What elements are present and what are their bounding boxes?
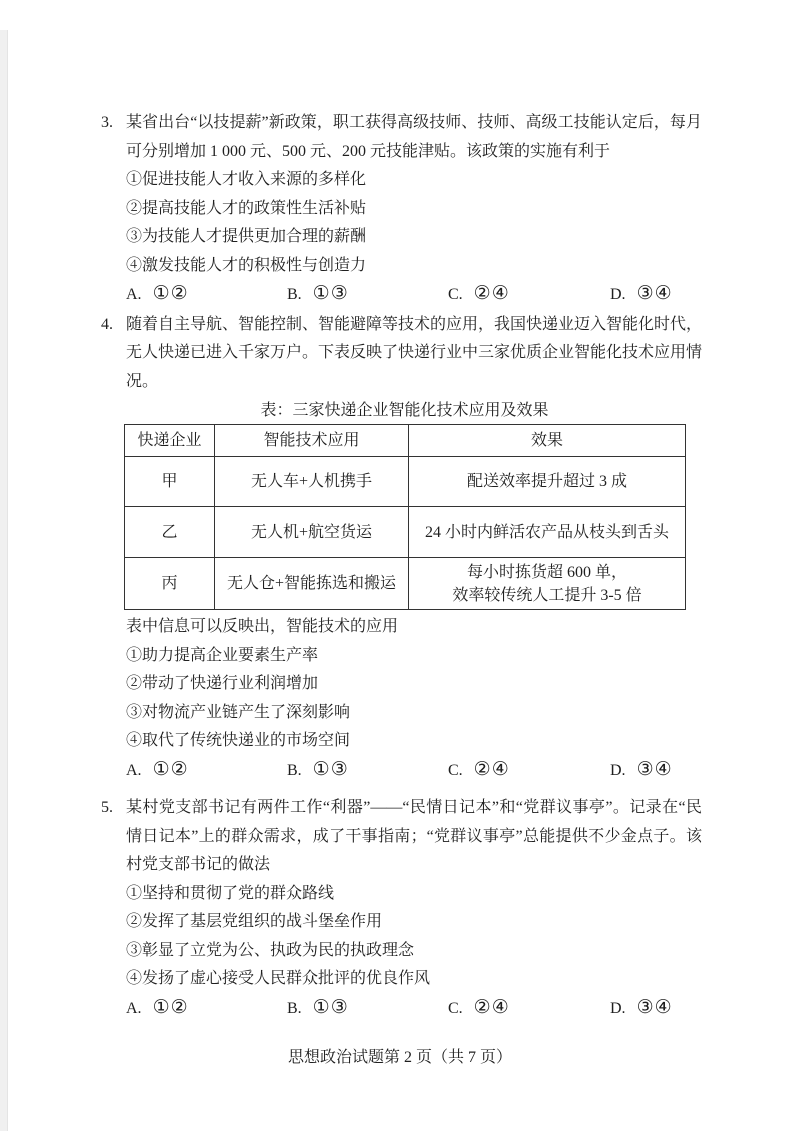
question-4-statement-4: ④取代了传统快递业的市场空间 <box>126 732 351 749</box>
question-5-stem: 某村党支部书记有两件工作“利器”——“民情日记本”和“党群议事亭”。记录在“民情日记本”上的群众需求，成了干事指南；“党群议事亭”总能提供不少金点子。该村党支部书记的做法 <box>126 799 702 873</box>
question-5-statement-1: ①坚持和贯彻了党的群众路线 <box>126 884 335 902</box>
cell-tech: 无人机+航空货运 <box>215 507 409 558</box>
choice-letter: A. <box>126 286 142 303</box>
cell-effect <box>409 558 686 610</box>
question-4-stem: 随着自主导航、智能控制、智能避障等技术的应用，我国快递业迈入智能化时代，无人快递已进入千家万户。下表反映了快递行业中三家优质企业智能化技术应用情况。 <box>126 315 703 390</box>
cell-tech: 无人车+人机携手 <box>215 457 409 507</box>
choice-d <box>610 994 673 1024</box>
choice-letter: B. <box>287 761 302 779</box>
page-footer: 思想政治试题第 2 页（共 7 页） <box>287 1049 512 1066</box>
cell-effect: 24 小时内鲜活农产品从枝头到舌头 <box>409 507 686 558</box>
choice-c <box>448 280 510 310</box>
choice-value: ③④ <box>636 758 673 780</box>
table-row <box>125 507 686 558</box>
question-5-statement-4: ④发扬了虚心接受人民群众批评的优良作风 <box>126 970 431 987</box>
choice-letter: D. <box>610 999 626 1017</box>
question-3 <box>101 109 702 309</box>
choice-letter: D. <box>610 761 626 779</box>
choice-letter: C. <box>448 999 463 1017</box>
choice-a <box>126 756 189 786</box>
choice-value: ①② <box>152 996 189 1018</box>
question-3-number: 3. <box>101 114 113 131</box>
choice-b <box>287 280 349 310</box>
choice-value: ①③ <box>312 758 349 780</box>
choice-value: ③④ <box>636 283 673 304</box>
choice-a <box>126 994 189 1024</box>
question-5 <box>101 794 702 1022</box>
cell-effect: 配送效率提升超过 3 成 <box>409 457 686 507</box>
question-4-statement-2: ②带动了快递行业利润增加 <box>126 675 319 692</box>
cell-company: 丙 <box>125 558 215 610</box>
question-4-number: 4. <box>101 315 113 333</box>
choice-value: ①③ <box>312 996 349 1018</box>
choice-value: ①② <box>152 283 189 304</box>
question-4-statement-3: ③对物流产业链产生了深刻影响 <box>126 703 351 721</box>
question-3-choices <box>126 280 702 309</box>
choice-b <box>287 756 349 786</box>
choice-c <box>448 994 510 1024</box>
cell-effect-line-2: 效率较传统人工提升 3-5 倍 <box>452 586 642 604</box>
header-company: 快递企业 <box>125 425 215 457</box>
choice-c <box>448 756 510 786</box>
choice-letter: A. <box>126 761 142 779</box>
choice-value: ②④ <box>473 758 510 780</box>
question-5-statement-3: ③彰显了立党为公、执政为民的执政理念 <box>126 941 415 959</box>
question-3-stem: 某省出台“以技提薪”新政策，职工获得高级技师、技师、高级工技能认定后，每月可分别增加 1 000 元、500 元、200 元技能津贴。该政策的实施有利于 <box>126 114 702 160</box>
header-tech: 智能技术应用 <box>215 425 409 457</box>
question-4-followup: 表中信息可以反映出，智能技术的应用 <box>126 618 399 635</box>
cell-company: 甲 <box>125 457 215 507</box>
question-3-statement-2: ②提高技能人才的政策性生活补贴 <box>126 199 367 217</box>
question-5-number: 5. <box>101 799 113 816</box>
choice-value: ①② <box>152 758 189 780</box>
page-content <box>101 109 703 1022</box>
question-4-choices <box>126 756 702 785</box>
question-5-choices <box>126 994 702 1023</box>
choice-b <box>287 994 349 1024</box>
choice-letter: C. <box>448 286 463 303</box>
question-3-statement-3: ③为技能人才提供更加合理的薪酬 <box>126 228 367 245</box>
scan-edge-artifact <box>0 30 8 1131</box>
choice-letter: A. <box>126 999 142 1017</box>
choice-letter: B. <box>287 286 302 303</box>
cell-tech: 无人仓+智能拣选和搬运 <box>215 558 409 610</box>
choice-value: ②④ <box>473 996 510 1018</box>
choice-value: ①③ <box>312 283 349 304</box>
choice-a <box>126 280 189 310</box>
smart-tech-table <box>124 424 686 610</box>
table-header-row <box>125 425 686 457</box>
question-4-statement-1: ①助力提高企业要素生产率 <box>126 646 319 664</box>
choice-d <box>610 756 673 786</box>
choice-value: ③④ <box>636 996 673 1018</box>
question-5-statement-2: ②发挥了基层党组织的战斗堡垒作用 <box>126 913 383 930</box>
choice-letter: C. <box>448 761 463 779</box>
table-caption: 表：三家快递企业智能化技术应用及效果 <box>260 402 549 419</box>
table-row <box>125 457 686 507</box>
question-3-statement-1: ①促进技能人才收入来源的多样化 <box>126 171 367 188</box>
choice-value: ②④ <box>473 283 510 304</box>
table-row <box>125 558 686 610</box>
question-3-statement-4: ④激发技能人才的积极性与创造力 <box>126 256 367 274</box>
choice-letter: B. <box>287 999 302 1017</box>
choice-d <box>610 280 673 310</box>
header-effect: 效果 <box>409 425 686 457</box>
choice-letter: D. <box>610 286 626 303</box>
cell-effect-line-1: 每小时拣货超 600 单， <box>466 563 627 581</box>
question-4 <box>101 311 703 785</box>
cell-company: 乙 <box>125 507 215 558</box>
